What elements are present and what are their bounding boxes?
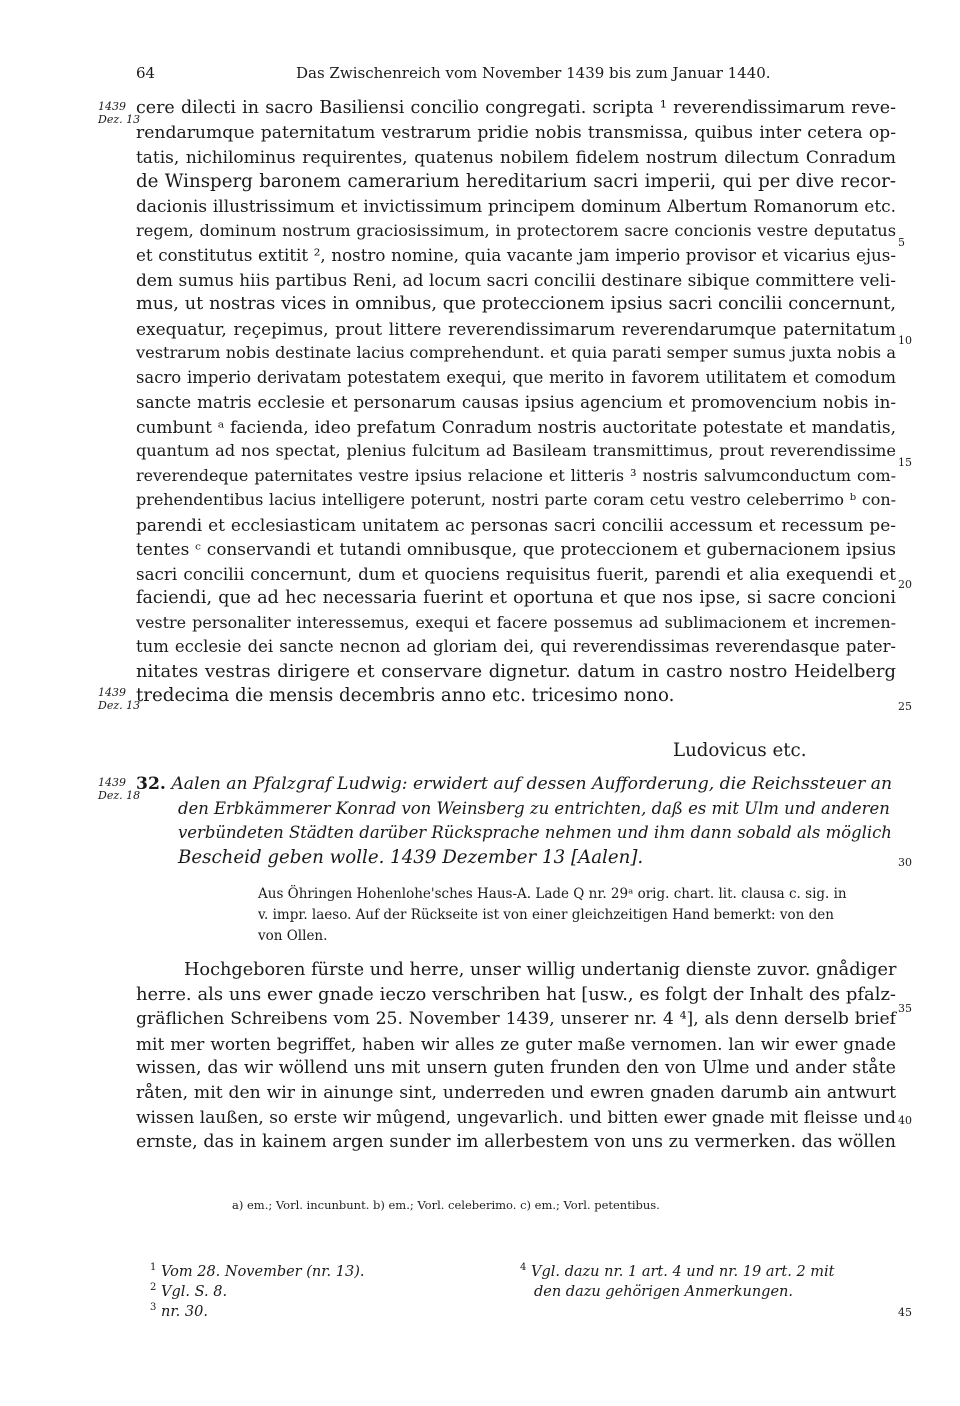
text-line: tentes ᶜ conservandi et tutandi omnibusque, que proteccionem et gubernacionem ipsius [136, 539, 896, 559]
line-number: 45 [898, 1306, 912, 1319]
footnote-mark: 3 [150, 1302, 157, 1314]
heading-line: den Erbkämmerer Konrad von Weinsberg zu entrichten, daß es mit Ulm und anderen [178, 798, 890, 818]
text-line: et constitutus extitit ², nostro nomine, quia vacante jam imperio provisor et vicarius ejus- [136, 245, 896, 265]
signature: Ludovicus etc. [673, 740, 807, 761]
text-line: prehendentibus lacius intelligere poterunt, nostri parte coram cetu vestro celeberrimo ᵇ con- [136, 490, 896, 509]
letter-line: mit mer worten begriffet, haben wir alles ze guter maße vernomen. lan wir ewer gnade [136, 1033, 896, 1054]
footnote-text: Vom 28. November (nr. 13). [160, 1264, 365, 1280]
footnote [520, 1262, 835, 1282]
text-line: sacri concilii concernunt, dum et quociens requisitus fuerit, parendi et alia exequendi et [136, 563, 896, 584]
margin-date-year: 1439 [98, 100, 126, 113]
footnote-mark: 2 [150, 1282, 157, 1294]
line-number: 5 [898, 236, 905, 249]
text-line: de Winsperg baronem camerarium hereditarium sacri imperii, qui per dive recor- [136, 170, 896, 192]
footnote [150, 1302, 365, 1322]
text-line: parendi et ecclesiasticam unitatem ac personas sacri concilii accessum et recessum pe- [136, 514, 896, 535]
letter-line: råten, mit den wir in ainunge sint, underreden und ewren gnaden darumb ain antwurt [136, 1082, 896, 1103]
letter-line: Hochgeboren fürste und herre, unser willig undertanig dienste zuvor. gnådiger [184, 960, 897, 980]
footnotes-right [520, 1262, 835, 1302]
document-32-heading [136, 772, 896, 870]
letter-line: herre. als uns ewer gnade ieczo verschriben hat [usw., es folgt der Inhalt des pfalz- [136, 983, 896, 1005]
margin-date-year: 1439 [98, 776, 126, 789]
text-line: sancte matris ecclesie et personarum causas ipsius agencium et promovencium nobis in- [136, 392, 896, 412]
footnote [520, 1282, 835, 1302]
footnotes-left [150, 1262, 365, 1322]
text-line: rendarumque paternitatum vestrarum pridie nobis transmissa, quibus inter cetera op- [136, 122, 896, 143]
text-line: exequatur, reçepimus, prout littere reverendissimarum reverendarumque paternitatum [136, 318, 896, 339]
text-line: tum ecclesie dei sancte necnon ad gloriam dei, qui reverendissimas reverendasque pater- [136, 637, 896, 656]
text-line: quantum ad nos spectat, plenius fulcitum ad Basileam transmittimus, prout reverendissime [136, 441, 896, 460]
heading-line: Aalen an Pfalzgraf Ludwig: erwidert auf dessen Aufforderung, die Reichssteuer an [171, 774, 893, 794]
line-number: 20 [898, 578, 912, 591]
footnote-text: nr. 30. [160, 1304, 208, 1320]
text-line: regem, dominum nostrum graciosissimum, in protectorem sacre concionis vestre deputatus [136, 220, 896, 240]
line-number: 30 [898, 856, 912, 869]
margin-date-signoff [98, 686, 140, 712]
line-number: 15 [898, 456, 912, 469]
footnote-text: Vgl. dazu nr. 1 art. 4 und nr. 19 art. 2 mit [530, 1264, 835, 1280]
margin-date-day: Dez. 13 [98, 699, 141, 712]
source-line: Aus Öhringen Hohenlohe'sches Haus-A. Lade Q nr. 29ᵃ orig. chart. lit. clausa c. sig. in [258, 886, 847, 902]
footnote [150, 1282, 365, 1302]
text-line: mus, ut nostras vices in omnibus, que proteccionem ipsius sacri concilii concernunt, [136, 294, 896, 314]
footnote-mark: 4 [520, 1262, 527, 1274]
text-line: cumbunt ᵃ facienda, ideo prefatum Conradum nostris auctoritate potestate et mandatis, [136, 416, 896, 437]
running-title: Das Zwischenreich vom November 1439 bis zum Januar 1440. [296, 64, 771, 82]
letter-line: wissen laußen, so erste wir mûgend, ungevarlich. und bitten ewer gnade mit fleisse und [136, 1107, 896, 1127]
source-line: von Ollen. [258, 928, 328, 944]
line-number: 25 [898, 700, 912, 713]
footnote-mark: 1 [150, 1262, 157, 1274]
text-line: tatis, nichilominus requirentes, quatenus nobilem fidelem nostrum dilectum Conradum [136, 147, 896, 167]
text-line: sacro imperio derivatam potestatem exequi, que merito in favorem utilitatem et comodum [136, 367, 896, 387]
text-line: dacionis illustrissimum et invictissimum principem dominum Albertum Romanorum etc. [136, 196, 896, 216]
letter-line: wissen, das wir wöllend uns mit unsern guten frunden den von Ulme und ander ståte [136, 1058, 896, 1078]
document-number: 32. [136, 774, 166, 794]
text-line: nitates vestras dirigere et conservare dignetur. datum in castro nostro Heidelberg [136, 660, 896, 682]
footnote [150, 1262, 365, 1282]
text-line: reverendeque paternitates vestre ipsius relacione et litteris ³ nostris salvumconductum com- [136, 465, 896, 485]
text-line: cere dilecti in sacro Basiliensi concilio congregati. scripta ¹ reverendissimarum reve- [136, 98, 896, 118]
main-latin-text [136, 96, 896, 709]
letter-line: gräflichen Schreibens vom 25. November 1439, unserer nr. 4 ⁴], als denn derselb brief [136, 1009, 896, 1029]
margin-date-day: Dez. 18 [98, 789, 141, 802]
footnote-text: Vgl. S. 8. [160, 1284, 228, 1300]
line-number: 10 [898, 334, 912, 347]
text-line: tredecima die mensis decembris anno etc. tricesimo nono. [136, 685, 675, 706]
text-line: vestre personaliter interessemus, exequi et facere possemus ad sublimacionem et incremen- [136, 612, 896, 632]
margin-date-day: Dez. 13 [98, 113, 141, 126]
heading-line: Bescheid geben wolle. 1439 Dezember 13 [Aalen]. [178, 846, 644, 868]
letter-line: ernste, das in kainem argen sunder im allerbestem von uns zu vermerken. das wöllen [136, 1131, 896, 1152]
margin-date-year: 1439 [98, 686, 126, 699]
margin-date-top [98, 100, 140, 126]
source-note [258, 884, 896, 947]
letter-text [136, 958, 896, 1154]
text-line: faciendi, que ad hec necessaria fuerint et oportuna et que nos ipse, si sacre concioni [136, 588, 896, 608]
footnote-text: den dazu gehörigen Anmerkungen. [534, 1284, 793, 1300]
source-line: v. impr. laeso. Auf der Rückseite ist von einer gleichzeitigen Hand bemerkt: von den [258, 907, 834, 923]
text-line: vestrarum nobis destinate lacius comprehendunt. et quia parati semper sumus juxta nobis a [136, 343, 896, 362]
heading-line: verbündeten Städten darüber Rücksprache nehmen und ihm dann sobald als möglich [178, 823, 892, 842]
margin-date-doc32 [98, 776, 140, 802]
line-number: 40 [898, 1114, 912, 1127]
line-number: 35 [898, 1002, 912, 1015]
page-number: 64 [136, 64, 156, 82]
critical-apparatus: a) em.; Vorl. incunbunt. b) em.; Vorl. celeberimo. c) em.; Vorl. petentibus. [232, 1198, 660, 1212]
text-line: dem sumus hiis partibus Reni, ad locum sacri concilii destinare sibique committere veli- [136, 269, 896, 290]
